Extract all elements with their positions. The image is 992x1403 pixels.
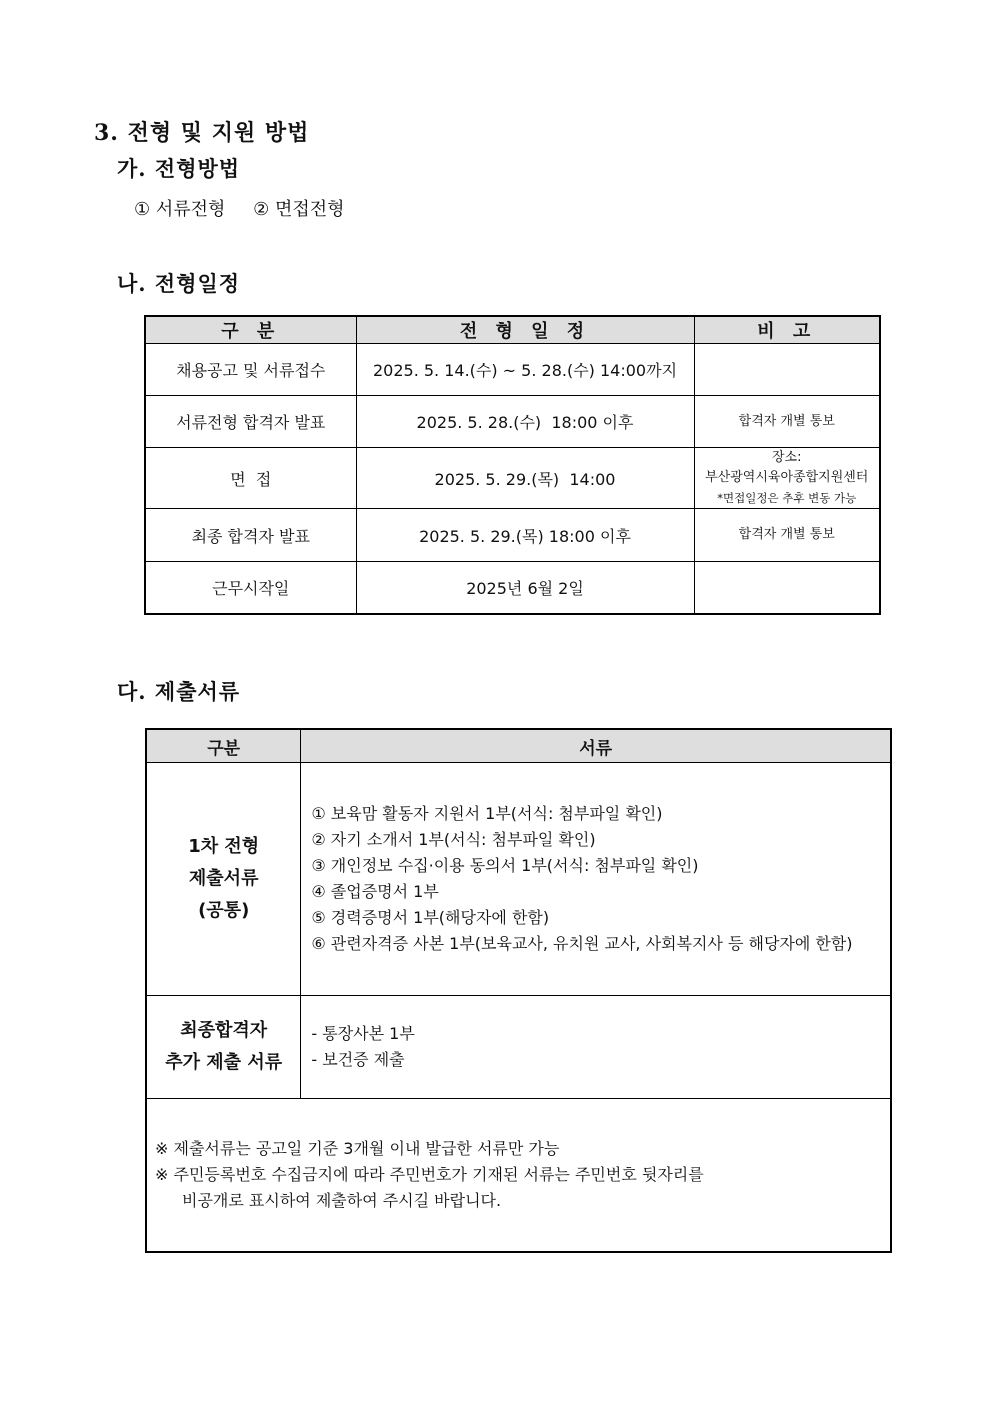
list-item: ② 자기 소개서 1부(서식: 첨부파일 확인) <box>311 830 596 849</box>
table-row <box>145 562 880 615</box>
list-item: - 보건증 제출 <box>311 1050 405 1069</box>
list-item: ⑥ 관련자격증 사본 1부(보육교사, 유치원 교사, 사회복지사 등 해당자에 한함) <box>311 934 853 953</box>
table-row <box>145 396 880 448</box>
document-list <box>301 763 891 996</box>
list-item: - 통장사본 1부 <box>311 1024 415 1043</box>
table-header-row <box>146 729 891 763</box>
column-header: 서류 <box>301 729 891 763</box>
method-list <box>134 195 367 221</box>
note-line: 비공개로 표시하여 제출하여 주시길 바랍니다. <box>182 1191 502 1210</box>
category-cell <box>146 996 301 1099</box>
schedule-table <box>144 315 881 615</box>
table-header-row <box>145 316 880 344</box>
table-row <box>146 996 891 1099</box>
table-row <box>145 509 880 562</box>
category-cell: 면 접 <box>145 448 356 509</box>
document-list <box>301 996 891 1099</box>
label-line: (공통) <box>198 900 250 921</box>
date-cell: 2025년 6월 2일 <box>356 562 694 615</box>
table-row <box>145 448 880 509</box>
column-header: 전 형 일 정 <box>356 316 694 344</box>
method-item: ② 면접전형 <box>253 199 345 220</box>
documents-heading: 다. 제출서류 <box>117 679 241 704</box>
list-item: ④ 졸업증명서 1부 <box>311 882 439 901</box>
notes-cell <box>146 1099 891 1253</box>
note-line: ※ 제출서류는 공고일 기준 3개월 이내 발급한 서류만 가능 <box>155 1139 560 1158</box>
note-line: ※ 주민등록번호 수집금지에 따라 주민번호가 기재된 서류는 주민번호 뒷자리를 <box>155 1165 704 1184</box>
date-cell: 2025. 5. 29.(목) 14:00 <box>356 448 694 509</box>
note-line: *면접일정은 추후 변동 가능 <box>717 491 857 505</box>
note-line: 장소: <box>772 450 802 465</box>
column-header: 구분 <box>146 729 301 763</box>
table-row <box>145 344 880 396</box>
note-cell: 합격자 개별 통보 <box>694 396 880 448</box>
category-cell <box>146 763 301 996</box>
note-cell <box>694 344 880 396</box>
note-cell <box>694 562 880 615</box>
note-line: 부산광역시육아종합지원센터 <box>705 470 869 485</box>
section-title: 3. 전형 및 지원 방법 <box>94 120 310 146</box>
column-header: 구 분 <box>145 316 356 344</box>
table-row <box>146 763 891 996</box>
documents-table <box>145 728 892 1253</box>
date-cell: 2025. 5. 14.(수) ~ 5. 28.(수) 14:00까지 <box>356 344 694 396</box>
column-header: 비 고 <box>694 316 880 344</box>
list-item: ① 보육맘 활동자 지원서 1부(서식: 첨부파일 확인) <box>311 804 663 823</box>
method-heading: 가. 전형방법 <box>117 156 241 181</box>
schedule-heading: 나. 전형일정 <box>117 271 241 296</box>
note-cell: 합격자 개별 통보 <box>694 509 880 562</box>
label-line: 1차 전형 <box>188 836 260 857</box>
date-cell: 2025. 5. 28.(수) 18:00 이후 <box>356 396 694 448</box>
category-cell: 서류전형 합격자 발표 <box>145 396 356 448</box>
table-row <box>146 1099 891 1253</box>
note-cell <box>694 448 880 509</box>
list-item: ⑤ 경력증명서 1부(해당자에 한함) <box>311 908 550 927</box>
label-line: 제출서류 <box>188 868 259 889</box>
label-line: 최종합격자 <box>180 1020 268 1041</box>
label-line: 추가 제출 서류 <box>165 1052 283 1073</box>
category-cell: 최종 합격자 발표 <box>145 509 356 562</box>
method-item: ① 서류전형 <box>134 199 226 220</box>
category-cell: 채용공고 및 서류접수 <box>145 344 356 396</box>
category-cell: 근무시작일 <box>145 562 356 615</box>
date-cell: 2025. 5. 29.(목) 18:00 이후 <box>356 509 694 562</box>
list-item: ③ 개인정보 수집·이용 동의서 1부(서식: 첨부파일 확인) <box>311 856 699 875</box>
